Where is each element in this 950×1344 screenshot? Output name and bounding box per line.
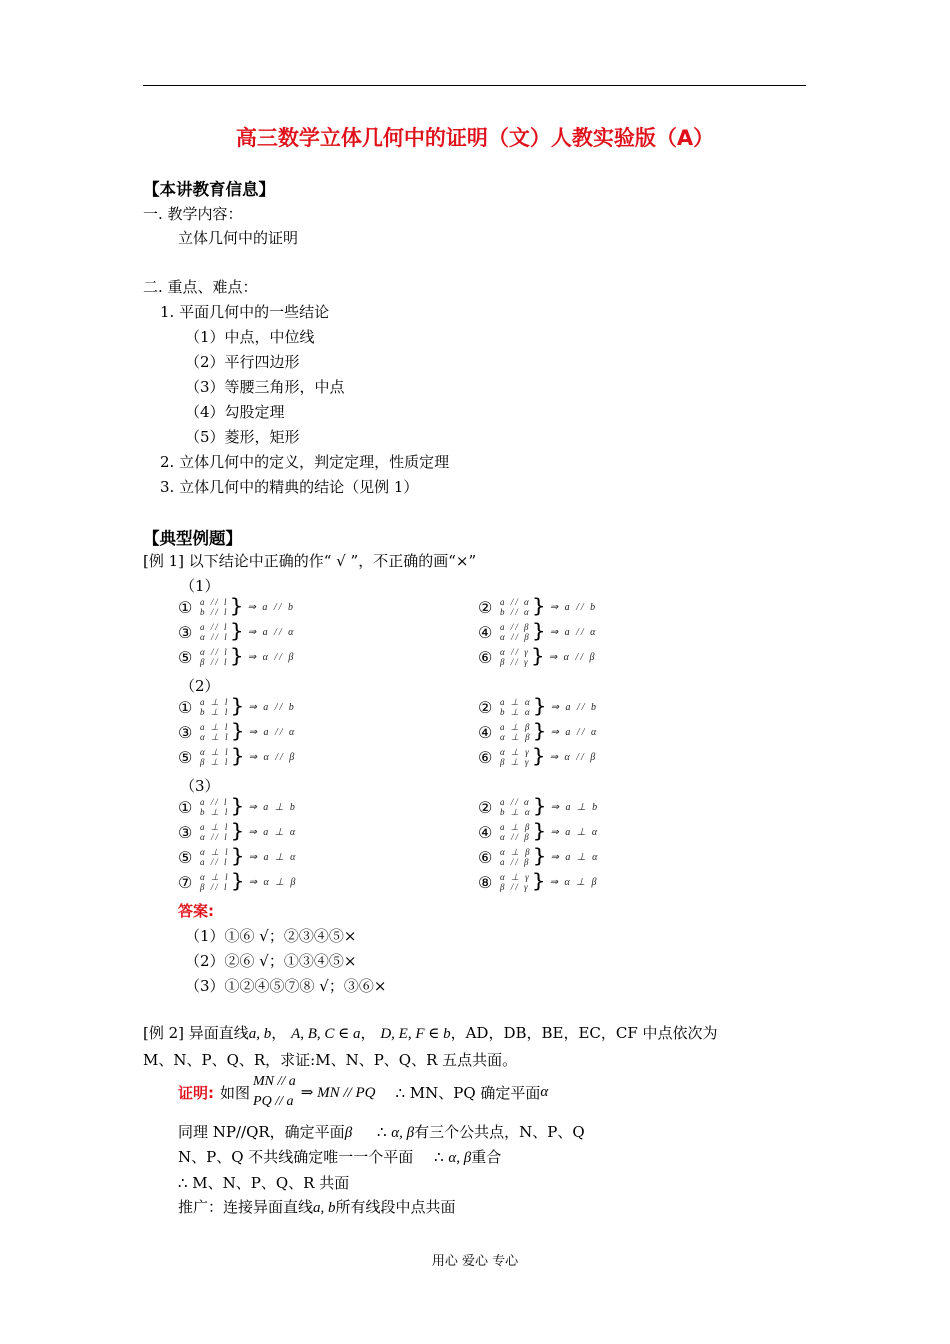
document-title: 高三数学立体几何中的证明（文）人教实验版（A） <box>235 126 715 150</box>
premises: a ⊥ l α ⊥ l <box>200 722 230 742</box>
item-number: ⑥ <box>478 847 493 867</box>
implication-item <box>178 820 297 844</box>
item-number: ⑤ <box>178 647 193 667</box>
premises: a // α b ⊥ α <box>500 797 532 817</box>
conclusion: ⇒ a // α <box>247 626 296 638</box>
premises: α // γ β // γ <box>500 647 530 667</box>
content-label: 一. 教学内容： <box>143 205 243 223</box>
item-number: ② <box>478 597 493 617</box>
implication-item <box>178 795 297 819</box>
conclusion: ⇒ a ⊥ α <box>550 826 600 838</box>
item-number: ⑤ <box>178 747 193 767</box>
brace: } <box>229 645 244 668</box>
proof-line-3: N、P、Q 不共线确定唯一一个平面 ∴ α, β重合 <box>178 1148 502 1166</box>
conclusion: ⇒ a // b <box>247 601 295 613</box>
section-heading-info: 【本讲教育信息】 <box>143 180 275 199</box>
proof-line-4: ∴ M、N、P、Q、R 共面 <box>178 1174 350 1192</box>
item-number: ⑤ <box>178 847 193 867</box>
premises: a ⊥ β α ⊥ β <box>500 722 532 742</box>
premises: a // β α // β <box>500 622 531 642</box>
item-number: ⑥ <box>478 647 493 667</box>
premises: α ⊥ β a // β <box>500 847 532 867</box>
key-subitem: （1）中点，中位线 <box>185 328 315 346</box>
implication-item <box>178 845 297 869</box>
section-heading-examples: 【典型例题】 <box>143 529 242 548</box>
brace: } <box>532 845 547 868</box>
conclusion: ⇒ α // β <box>548 651 597 663</box>
proof-fraction: MN // a PQ // a <box>253 1074 296 1109</box>
premises: a ⊥ l α // l <box>200 822 230 842</box>
implication-item <box>478 870 598 894</box>
example-2-line-1: [例 2] 异面直线a, b， A, B, C ∈ a， D, E, F ∈ b，AD，DB，BE，EC，CF 中点依次为 <box>143 1024 718 1042</box>
conclusion: ⇒ a ⊥ α <box>550 851 600 863</box>
item-number: ③ <box>178 722 193 742</box>
key-item: 2. 立体几何中的定义，判定定理，性质定理 <box>160 453 450 471</box>
item-number: ⑦ <box>178 872 193 892</box>
key-subitem: （4）勾股定理 <box>185 403 285 421</box>
item-number: ③ <box>178 822 193 842</box>
premises: α ⊥ l a // l <box>200 847 230 867</box>
item-number: ① <box>178 797 193 817</box>
implication-item <box>478 645 596 669</box>
conclusion: ⇒ a ⊥ α <box>248 826 298 838</box>
brace: } <box>230 820 245 843</box>
answer-line: （1）①⑥ √；②③④⑤× <box>185 927 357 945</box>
item-number: ④ <box>478 822 493 842</box>
conclusion: ⇒ a ⊥ b <box>550 801 600 813</box>
item-number: ③ <box>178 622 193 642</box>
item-number: ② <box>478 797 493 817</box>
implication-item <box>478 695 598 719</box>
example-1-prompt: [例 1] 以下结论中正确的作“ √ ”，不正确的画“×” <box>143 552 477 570</box>
conclusion: ⇒ α // β <box>248 751 297 763</box>
implication-item <box>478 820 599 844</box>
proof-line-2: 同理 NP//QR，确定平面β ∴ α, β有三个公共点，N、P、Q <box>178 1123 585 1141</box>
content-text: 立体几何中的证明 <box>178 229 299 247</box>
implication-item <box>178 745 296 769</box>
brace: } <box>230 845 245 868</box>
key-subitem: （5）菱形，矩形 <box>185 428 300 446</box>
brace: } <box>531 620 546 643</box>
implication-item <box>178 695 296 719</box>
conclusion: ⇒ a // b <box>550 701 599 713</box>
premises: α ⊥ γ β ⊥ γ <box>500 747 531 767</box>
proof-line-5: 推广：连接异面直线a, b所有线段中点共面 <box>178 1198 456 1216</box>
premises: a ⊥ α b ⊥ α <box>500 697 532 717</box>
proof-label: 证明: <box>178 1083 214 1102</box>
item-number: ④ <box>478 622 493 642</box>
brace: } <box>532 820 547 843</box>
group-label: （2） <box>180 677 220 695</box>
conclusion: ⇒ a ⊥ α <box>248 851 298 863</box>
brace: } <box>230 720 245 743</box>
implication-item <box>478 745 597 769</box>
implication-item <box>478 845 599 869</box>
implication-item <box>178 645 295 669</box>
proof-line-1: 证明: 如图 MN // a PQ // a ⇒ MN // PQ ∴ MN、PQ 确定平面 α <box>178 1072 548 1112</box>
conclusion: ⇒ α // β <box>247 651 296 663</box>
brace: } <box>532 720 547 743</box>
item-number: ② <box>478 697 493 717</box>
brace: } <box>230 695 245 718</box>
conclusion: ⇒ a // α <box>550 726 599 738</box>
premises: a // l b // l <box>200 597 229 617</box>
brace: } <box>531 870 546 893</box>
premises: α // l β // l <box>200 647 229 667</box>
page-footer: 用心 爱心 专心 <box>431 1254 519 1269</box>
brace: } <box>530 645 545 668</box>
brace: } <box>531 595 546 618</box>
premises: a ⊥ β α // β <box>500 822 532 842</box>
implication-item <box>478 795 599 819</box>
item-number: ① <box>178 697 193 717</box>
conclusion: ⇒ α // β <box>549 751 598 763</box>
conclusion: ⇒ a ⊥ b <box>248 801 297 813</box>
brace: } <box>229 620 244 643</box>
implication-item <box>178 870 297 894</box>
item-number: ④ <box>478 722 493 742</box>
premises: α ⊥ l β ⊥ l <box>200 747 230 767</box>
premises: a ⊥ l b ⊥ l <box>200 697 230 717</box>
premises: α ⊥ l β // l <box>200 872 230 892</box>
implication-item <box>178 595 295 619</box>
brace: } <box>532 695 547 718</box>
premises: a // l α // l <box>200 622 229 642</box>
implication-item <box>478 720 598 744</box>
brace: } <box>531 745 546 768</box>
premises: a // l b ⊥ l <box>200 797 230 817</box>
example-2-line-2: M、N、P、Q、R，求证:M、N、P、Q、R 五点共面。 <box>143 1051 518 1069</box>
key-item: 3. 立体几何中的精典的结论（见例 1） <box>160 478 419 496</box>
conclusion: ⇒ α ⊥ β <box>549 876 599 888</box>
brace: } <box>532 795 547 818</box>
answer-line: （3）①②④⑤⑦⑧ √；③⑥× <box>185 977 387 995</box>
key-subitem: （2）平行四边形 <box>185 353 300 371</box>
key-item: 1. 平面几何中的一些结论 <box>160 303 330 321</box>
key-points-label: 二. 重点、难点： <box>143 278 258 296</box>
group-label: （1） <box>180 577 220 595</box>
answer-label: 答案: <box>178 902 214 920</box>
brace: } <box>230 795 245 818</box>
premises: α ⊥ γ β // γ <box>500 872 531 892</box>
brace: } <box>230 745 245 768</box>
header-rule <box>143 85 806 86</box>
conclusion: ⇒ α ⊥ β <box>248 876 298 888</box>
group-label: （3） <box>180 777 220 795</box>
brace: } <box>229 595 244 618</box>
conclusion: ⇒ a // b <box>549 601 598 613</box>
conclusion: ⇒ a // b <box>248 701 296 713</box>
implication-item <box>478 620 597 644</box>
implication-item <box>178 720 296 744</box>
item-number: ① <box>178 597 193 617</box>
brace: } <box>230 870 245 893</box>
item-number: ⑧ <box>478 872 493 892</box>
implication-item <box>178 620 295 644</box>
conclusion: ⇒ a // α <box>248 726 297 738</box>
answer-line: （2）②⑥ √；①③④⑤× <box>185 952 357 970</box>
premises: a // α b // α <box>500 597 531 617</box>
key-subitem: （3）等腰三角形，中点 <box>185 378 345 396</box>
conclusion: ⇒ a // α <box>549 626 598 638</box>
implication-item <box>478 595 597 619</box>
item-number: ⑥ <box>478 747 493 767</box>
